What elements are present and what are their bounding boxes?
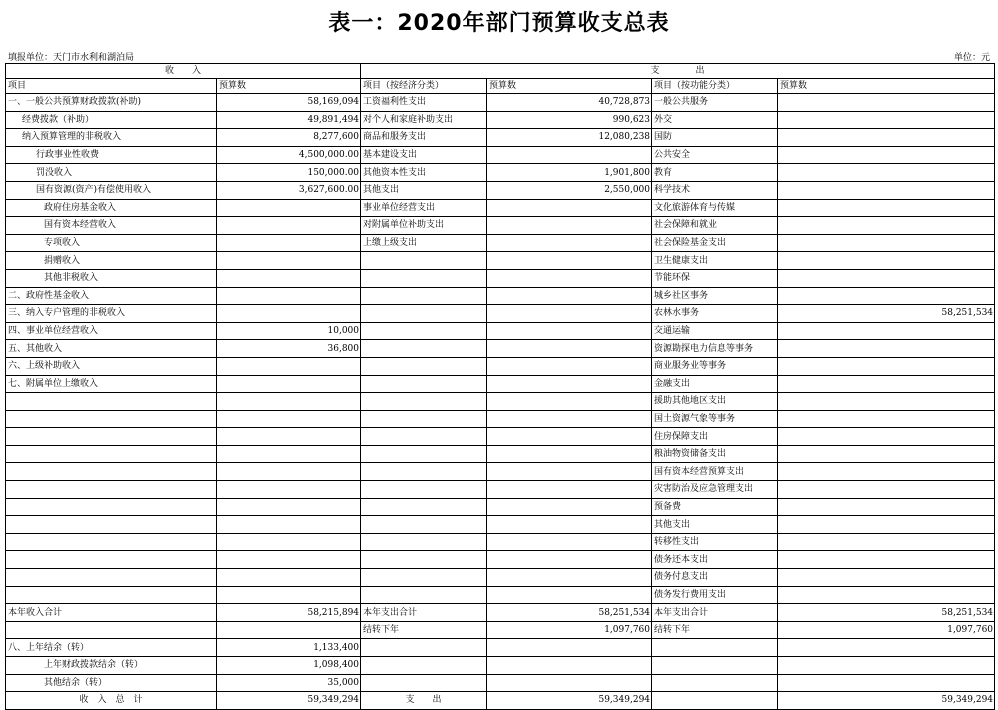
item-cell: 对附属单位补助支出 [361, 217, 487, 235]
unit-label: 单位：元 [953, 53, 990, 63]
item-cell: 四、事业单位经营收入 [6, 322, 217, 340]
amount-cell [487, 516, 652, 534]
item-cell [6, 551, 217, 569]
item-cell: 六、上级补助收入 [6, 357, 217, 375]
amount-cell [217, 199, 361, 217]
filler-unit: 填报单位：天门市水利和湖泊局 [8, 53, 135, 63]
income-header: 收 入 [6, 64, 361, 79]
amount-cell: 1,097,760 [487, 621, 652, 639]
amount-cell [778, 357, 995, 375]
amount-cell [487, 146, 652, 164]
item-cell: 国有资本经营收入 [6, 217, 217, 235]
amount-cell [217, 498, 361, 516]
item-cell: 本年支出合计 [361, 604, 487, 622]
table-row [6, 269, 995, 287]
amount-cell: 58,215,894 [217, 604, 361, 622]
item-cell: 政府住房基金收入 [6, 199, 217, 217]
table-row [6, 410, 995, 428]
amount-cell: 58,251,534 [778, 305, 995, 323]
item-cell: 其他结余（转） [6, 674, 217, 692]
item-cell [361, 639, 487, 657]
table-row [6, 674, 995, 692]
amount-cell [217, 287, 361, 305]
item-cell: 本年收入合计 [6, 604, 217, 622]
item-cell: 援助其他地区支出 [652, 393, 778, 411]
amount-cell: 1,901,800 [487, 164, 652, 182]
item-cell: 社会保障和就业 [652, 217, 778, 235]
item-cell: 结转下年 [652, 621, 778, 639]
expense-header: 支 出 [361, 64, 995, 79]
item-cell: 商业服务业等事务 [652, 357, 778, 375]
item-cell [361, 657, 487, 675]
item-cell: 科学技术 [652, 181, 778, 199]
item-cell: 结转下年 [361, 621, 487, 639]
item-cell: 上年财政拨款结余（转） [6, 657, 217, 675]
amount-cell [778, 674, 995, 692]
amount-cell [217, 393, 361, 411]
table-row [6, 94, 995, 112]
amount-cell: 150,000.00 [217, 164, 361, 182]
table-row [6, 322, 995, 340]
item-cell [6, 463, 217, 481]
item-cell: 社会保险基金支出 [652, 234, 778, 252]
item-cell: 捐赠收入 [6, 252, 217, 270]
item-cell [361, 463, 487, 481]
amount-cell [487, 357, 652, 375]
item-cell [6, 410, 217, 428]
item-cell: 其他支出 [652, 516, 778, 534]
table-row [6, 569, 995, 587]
item-cell [361, 516, 487, 534]
header-group-row [6, 64, 995, 79]
amount-cell [217, 252, 361, 270]
table-row [6, 551, 995, 569]
table-row [6, 111, 995, 129]
item-cell: 工资福利性支出 [361, 94, 487, 112]
amount-cell [778, 111, 995, 129]
item-cell: 债务付息支出 [652, 569, 778, 587]
item-cell [361, 410, 487, 428]
col-header: 预算数 [487, 79, 652, 94]
table-row [6, 146, 995, 164]
table-row [6, 481, 995, 499]
item-cell: 商品和服务支出 [361, 129, 487, 147]
amount-cell [487, 375, 652, 393]
item-cell: 专项收入 [6, 234, 217, 252]
item-cell [361, 445, 487, 463]
item-cell: 债务还本支出 [652, 551, 778, 569]
table-row [6, 463, 995, 481]
item-cell [6, 498, 217, 516]
item-cell: 纳入预算管理的非税收入 [6, 129, 217, 147]
amount-cell [778, 94, 995, 112]
item-cell [6, 516, 217, 534]
item-cell [361, 674, 487, 692]
table-row [6, 516, 995, 534]
amount-cell: 58,251,534 [778, 604, 995, 622]
amount-cell: 59,349,294 [778, 692, 995, 710]
amount-cell [217, 551, 361, 569]
item-cell: 对个人和家庭补助支出 [361, 111, 487, 129]
amount-cell [778, 428, 995, 446]
amount-cell [217, 217, 361, 235]
table-row [6, 305, 995, 323]
item-cell: 其他资本性支出 [361, 164, 487, 182]
amount-cell [217, 305, 361, 323]
table-row [6, 287, 995, 305]
item-cell: 教育 [652, 164, 778, 182]
amount-cell: 1,098,400 [217, 657, 361, 675]
item-cell: 公共安全 [652, 146, 778, 164]
item-cell [6, 586, 217, 604]
amount-cell [487, 481, 652, 499]
amount-cell: 8,277,600 [217, 129, 361, 147]
amount-cell: 2,550,000 [487, 181, 652, 199]
col-header: 预算数 [217, 79, 361, 94]
item-cell [652, 657, 778, 675]
item-cell: 预备费 [652, 498, 778, 516]
table-row [6, 234, 995, 252]
amount-cell [487, 657, 652, 675]
item-cell: 其他支出 [361, 181, 487, 199]
table-row [6, 340, 995, 358]
amount-cell [487, 269, 652, 287]
item-cell: 国有资源(资产)有偿使用收入 [6, 181, 217, 199]
item-cell [6, 445, 217, 463]
item-cell: 其他非税收入 [6, 269, 217, 287]
table-row [6, 393, 995, 411]
amount-cell [778, 287, 995, 305]
item-cell: 节能环保 [652, 269, 778, 287]
item-cell [361, 322, 487, 340]
amount-cell [487, 551, 652, 569]
page-title: 表一：2020年部门预算收支总表 [328, 11, 670, 36]
amount-cell [217, 269, 361, 287]
amount-cell [778, 217, 995, 235]
amount-cell [217, 445, 361, 463]
amount-cell [778, 393, 995, 411]
item-cell [652, 692, 778, 710]
amount-cell: 1,097,760 [778, 621, 995, 639]
amount-cell [778, 375, 995, 393]
amount-cell [778, 322, 995, 340]
amount-cell [217, 569, 361, 587]
amount-cell [217, 621, 361, 639]
amount-cell [778, 533, 995, 551]
amount-cell: 59,349,294 [487, 692, 652, 710]
table-row [6, 657, 995, 675]
item-cell: 城乡社区事务 [652, 287, 778, 305]
item-cell [361, 569, 487, 587]
item-cell: 支 出 [361, 692, 487, 710]
amount-cell: 58,251,534 [487, 604, 652, 622]
amount-cell: 4,500,000.00 [217, 146, 361, 164]
amount-cell [217, 463, 361, 481]
amount-cell [778, 498, 995, 516]
item-cell [361, 428, 487, 446]
amount-cell [217, 481, 361, 499]
item-cell: 八、上年结余（转） [6, 639, 217, 657]
amount-cell [778, 129, 995, 147]
table-row [6, 129, 995, 147]
amount-cell [778, 639, 995, 657]
amount-cell [487, 393, 652, 411]
amount-cell: 36,800 [217, 340, 361, 358]
item-cell [361, 393, 487, 411]
column-header-row [6, 79, 995, 94]
table-row [6, 639, 995, 657]
item-cell: 事业单位经营支出 [361, 199, 487, 217]
amount-cell [217, 234, 361, 252]
amount-cell [487, 234, 652, 252]
amount-cell [487, 410, 652, 428]
item-cell: 基本建设支出 [361, 146, 487, 164]
table-row [6, 604, 995, 622]
item-cell: 国防 [652, 129, 778, 147]
table-row [6, 692, 995, 710]
item-cell [361, 551, 487, 569]
amount-cell: 49,891,494 [217, 111, 361, 129]
amount-cell: 10,000 [217, 322, 361, 340]
table-row [6, 498, 995, 516]
item-cell [6, 481, 217, 499]
col-header: 项目（按功能分类） [652, 79, 778, 94]
item-cell: 粮油物资储备支出 [652, 445, 778, 463]
item-cell: 资源勘探电力信息等事务 [652, 340, 778, 358]
amount-cell [487, 569, 652, 587]
amount-cell [217, 357, 361, 375]
col-header: 项目（按经济分类） [361, 79, 487, 94]
col-header: 预算数 [778, 79, 995, 94]
item-cell [361, 357, 487, 375]
item-cell: 七、附属单位上缴收入 [6, 375, 217, 393]
item-cell: 经费拨款（补助） [6, 111, 217, 129]
item-cell: 交通运输 [652, 322, 778, 340]
amount-cell [487, 445, 652, 463]
amount-cell [487, 340, 652, 358]
item-cell: 一、一般公共预算财政拨款(补助) [6, 94, 217, 112]
amount-cell [778, 146, 995, 164]
amount-cell [217, 410, 361, 428]
amount-cell [778, 481, 995, 499]
item-cell: 行政事业性收费 [6, 146, 217, 164]
item-cell: 转移性支出 [652, 533, 778, 551]
item-cell: 债务发行费用支出 [652, 586, 778, 604]
item-cell: 收 入 总 计 [6, 692, 217, 710]
item-cell [6, 569, 217, 587]
item-cell: 三、纳入专户管理的非税收入 [6, 305, 217, 323]
amount-cell [778, 463, 995, 481]
table-row [6, 445, 995, 463]
item-cell: 国有资本经营预算支出 [652, 463, 778, 481]
item-cell: 文化旅游体育与传媒 [652, 199, 778, 217]
amount-cell [487, 463, 652, 481]
item-cell: 住房保障支出 [652, 428, 778, 446]
item-cell: 金融支出 [652, 375, 778, 393]
amount-cell [778, 252, 995, 270]
table-row [6, 217, 995, 235]
item-cell [6, 621, 217, 639]
item-cell: 外交 [652, 111, 778, 129]
item-cell [6, 393, 217, 411]
item-cell [361, 586, 487, 604]
amount-cell [487, 428, 652, 446]
amount-cell [778, 551, 995, 569]
table-row [6, 199, 995, 217]
amount-cell [778, 569, 995, 587]
amount-cell [487, 639, 652, 657]
amount-cell [778, 181, 995, 199]
amount-cell [778, 657, 995, 675]
amount-cell: 990,623 [487, 111, 652, 129]
amount-cell [217, 533, 361, 551]
amount-cell [487, 586, 652, 604]
amount-cell [778, 269, 995, 287]
item-cell [6, 428, 217, 446]
amount-cell [487, 199, 652, 217]
amount-cell [217, 375, 361, 393]
table-row [6, 252, 995, 270]
amount-cell: 58,169,094 [217, 94, 361, 112]
item-cell: 农林水事务 [652, 305, 778, 323]
amount-cell [487, 322, 652, 340]
amount-cell [487, 287, 652, 305]
item-cell [652, 674, 778, 692]
amount-cell [487, 305, 652, 323]
item-cell [6, 533, 217, 551]
table-row [6, 181, 995, 199]
item-cell: 国土资源气象等事务 [652, 410, 778, 428]
amount-cell [487, 217, 652, 235]
amount-cell: 1,133,400 [217, 639, 361, 657]
table-row [6, 375, 995, 393]
col-header: 项目 [6, 79, 217, 94]
item-cell: 卫生健康支出 [652, 252, 778, 270]
table-row [6, 533, 995, 551]
table-row [6, 586, 995, 604]
amount-cell [778, 445, 995, 463]
item-cell [361, 533, 487, 551]
table-row [6, 428, 995, 446]
amount-cell [217, 516, 361, 534]
item-cell [361, 498, 487, 516]
amount-cell [487, 674, 652, 692]
item-cell [361, 375, 487, 393]
item-cell: 罚没收入 [6, 164, 217, 182]
item-cell: 上缴上级支出 [361, 234, 487, 252]
table-row [6, 621, 995, 639]
budget-table [5, 63, 995, 710]
amount-cell: 3,627,600.00 [217, 181, 361, 199]
table-row [6, 357, 995, 375]
item-cell [361, 340, 487, 358]
table-row [6, 164, 995, 182]
item-cell [361, 481, 487, 499]
amount-cell [217, 428, 361, 446]
amount-cell: 12,080,238 [487, 129, 652, 147]
amount-cell [778, 234, 995, 252]
item-cell: 一般公共服务 [652, 94, 778, 112]
item-cell [361, 252, 487, 270]
amount-cell [487, 498, 652, 516]
item-cell [361, 269, 487, 287]
amount-cell: 35,000 [217, 674, 361, 692]
item-cell [652, 639, 778, 657]
item-cell: 本年支出合计 [652, 604, 778, 622]
item-cell [361, 287, 487, 305]
amount-cell [778, 164, 995, 182]
item-cell: 二、政府性基金收入 [6, 287, 217, 305]
amount-cell: 40,728,873 [487, 94, 652, 112]
item-cell [361, 305, 487, 323]
amount-cell [778, 410, 995, 428]
amount-cell: 59,349,294 [217, 692, 361, 710]
amount-cell [487, 252, 652, 270]
amount-cell [778, 340, 995, 358]
amount-cell [487, 533, 652, 551]
amount-cell [217, 586, 361, 604]
amount-cell [778, 199, 995, 217]
item-cell: 五、其他收入 [6, 340, 217, 358]
item-cell: 灾害防治及应急管理支出 [652, 481, 778, 499]
amount-cell [778, 516, 995, 534]
amount-cell [778, 586, 995, 604]
